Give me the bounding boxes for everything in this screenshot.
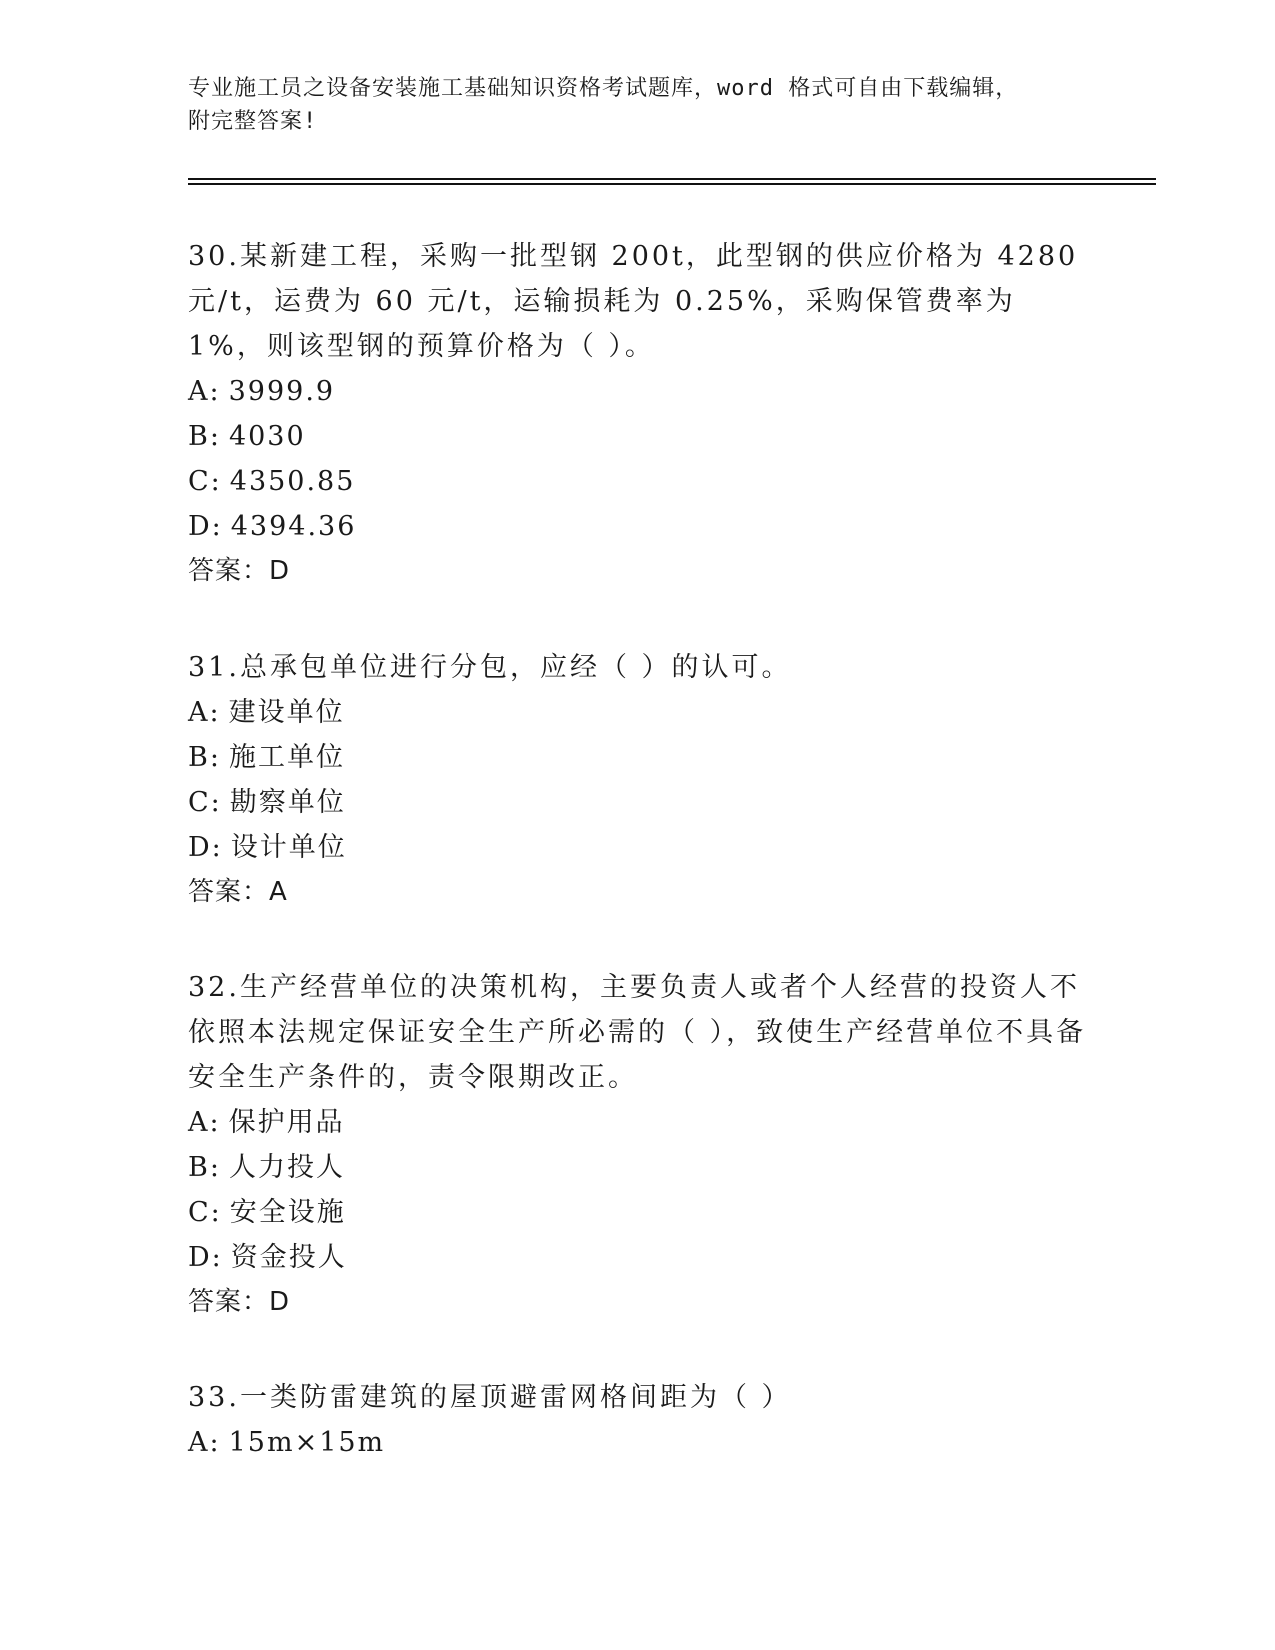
option-b: [188, 735, 1088, 780]
option-d: [188, 1235, 1088, 1280]
option-letter: C:: [188, 787, 222, 818]
option-c: [188, 459, 1088, 504]
option-letter: A:: [188, 376, 221, 407]
answer-text: 答案：D: [188, 556, 291, 586]
header-line-1: 专业施工员之设备安装施工基础知识资格考试题库，word 格式可自由下载编辑，: [188, 76, 1019, 101]
header-line-2: 附完整答案!: [188, 109, 318, 134]
option-letter: B:: [188, 742, 221, 773]
option-value: 资金投人: [230, 1242, 347, 1273]
option-value: 15m×15m: [228, 1427, 386, 1458]
question-text: 32.生产经营单位的决策机构，主要负责人或者个人经营的投资人不依照本法规定保证安全生产所必需的（ ），致使生产经营单位不具备安全生产条件的，责令限期改正。: [188, 972, 1087, 1093]
option-a: [188, 369, 1088, 414]
question-text: 30.某新建工程，采购一批型钢 200t，此型钢的供应价格为 4280 元/t，运费为 60 元/t，运输损耗为 0.25%，采购保管费率为 1%，则该型钢的预算价格为（ ）。: [188, 241, 1079, 362]
option-b: [188, 1145, 1088, 1190]
option-value: 3999.9: [228, 376, 336, 407]
option-a: [188, 1100, 1088, 1145]
option-letter: C:: [188, 466, 222, 497]
option-value: 人力投人: [228, 1152, 345, 1183]
option-letter: C:: [188, 1197, 222, 1228]
option-b: [188, 414, 1088, 459]
option-d: [188, 825, 1088, 870]
option-value: 施工单位: [228, 742, 345, 773]
option-letter: B:: [188, 421, 221, 452]
option-value: 4350.85: [229, 466, 356, 497]
answer-text: 答案：D: [188, 1287, 291, 1317]
option-value: 勘察单位: [229, 787, 346, 818]
header-divider-top: [188, 178, 1156, 180]
question-31: [188, 645, 1088, 915]
option-value: 安全设施: [229, 1197, 346, 1228]
option-letter: D:: [188, 1242, 223, 1273]
option-letter: A:: [188, 697, 221, 728]
question-text: 31.总承包单位进行分包，应经（ ）的认可。: [188, 652, 792, 683]
document-header: [188, 72, 1068, 138]
option-a: [188, 690, 1088, 735]
option-a: [188, 1420, 1088, 1465]
option-value: 设计单位: [230, 832, 347, 863]
question-30: [188, 234, 1088, 594]
option-c: [188, 1190, 1088, 1235]
question-33: [188, 1375, 1088, 1465]
option-c: [188, 780, 1088, 825]
header-divider-bottom: [188, 183, 1156, 185]
question-text: 33.一类防雷建筑的屋顶避雷网格间距为（ ）: [188, 1382, 792, 1413]
option-letter: D:: [188, 832, 223, 863]
question-32: [188, 965, 1088, 1325]
option-value: 4394.36: [230, 511, 357, 542]
option-value: 保护用品: [228, 1107, 345, 1138]
option-d: [188, 504, 1088, 549]
option-letter: A:: [188, 1107, 221, 1138]
option-value: 4030: [228, 421, 306, 452]
option-letter: A:: [188, 1427, 221, 1458]
option-letter: D:: [188, 511, 223, 542]
option-value: 建设单位: [228, 697, 345, 728]
option-letter: B:: [188, 1152, 221, 1183]
answer-text: 答案：A: [188, 877, 288, 907]
